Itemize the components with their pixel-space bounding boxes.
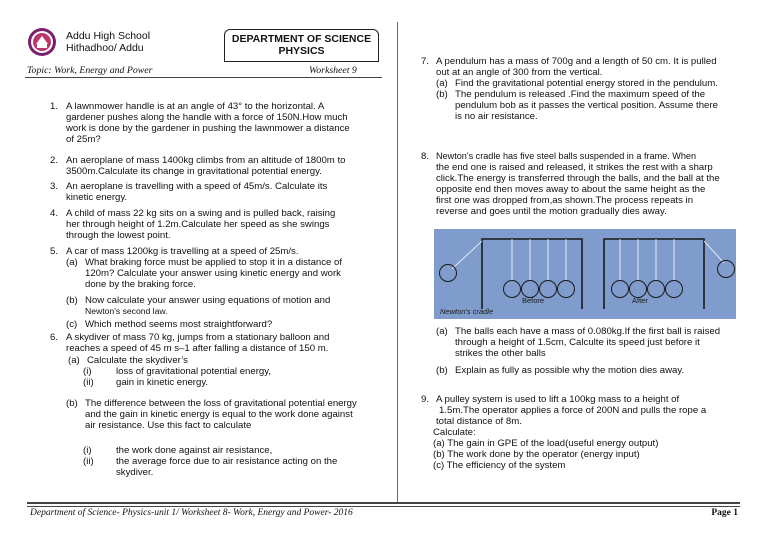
worksheet-label: Worksheet 9	[309, 65, 357, 76]
cradle-before-balls	[440, 265, 575, 298]
topic-underline	[25, 77, 382, 78]
school-location: Hithadhoo/ Addu	[66, 42, 144, 54]
footer-text: Department of Science- Physics-unit 1/ Worksheet 8- Work, Energy and Power- 2016	[30, 508, 353, 518]
newtons-cradle-figure	[434, 229, 736, 319]
figure-before-label: Before	[522, 296, 545, 305]
figure-after-label: After	[632, 296, 648, 305]
school-logo	[27, 27, 57, 57]
topic-label: Topic: Work, Energy and Power	[27, 65, 153, 76]
department-subject: PHYSICS	[278, 45, 325, 57]
cradle-after-strings	[620, 239, 724, 281]
page-number: Page 1	[711, 508, 738, 518]
footer-rule-thick	[27, 502, 740, 504]
cradle-after-balls	[612, 261, 735, 298]
footer-rule-thin	[27, 506, 740, 507]
cradle-after-frame	[604, 239, 704, 309]
department-box	[224, 29, 379, 62]
school-name: Addu High School	[66, 30, 151, 42]
column-divider	[397, 22, 398, 502]
cradle-before-strings	[452, 239, 566, 281]
department-title: DEPARTMENT OF SCIENCE	[231, 33, 372, 45]
figure-caption: Newton's cradle	[440, 307, 494, 316]
